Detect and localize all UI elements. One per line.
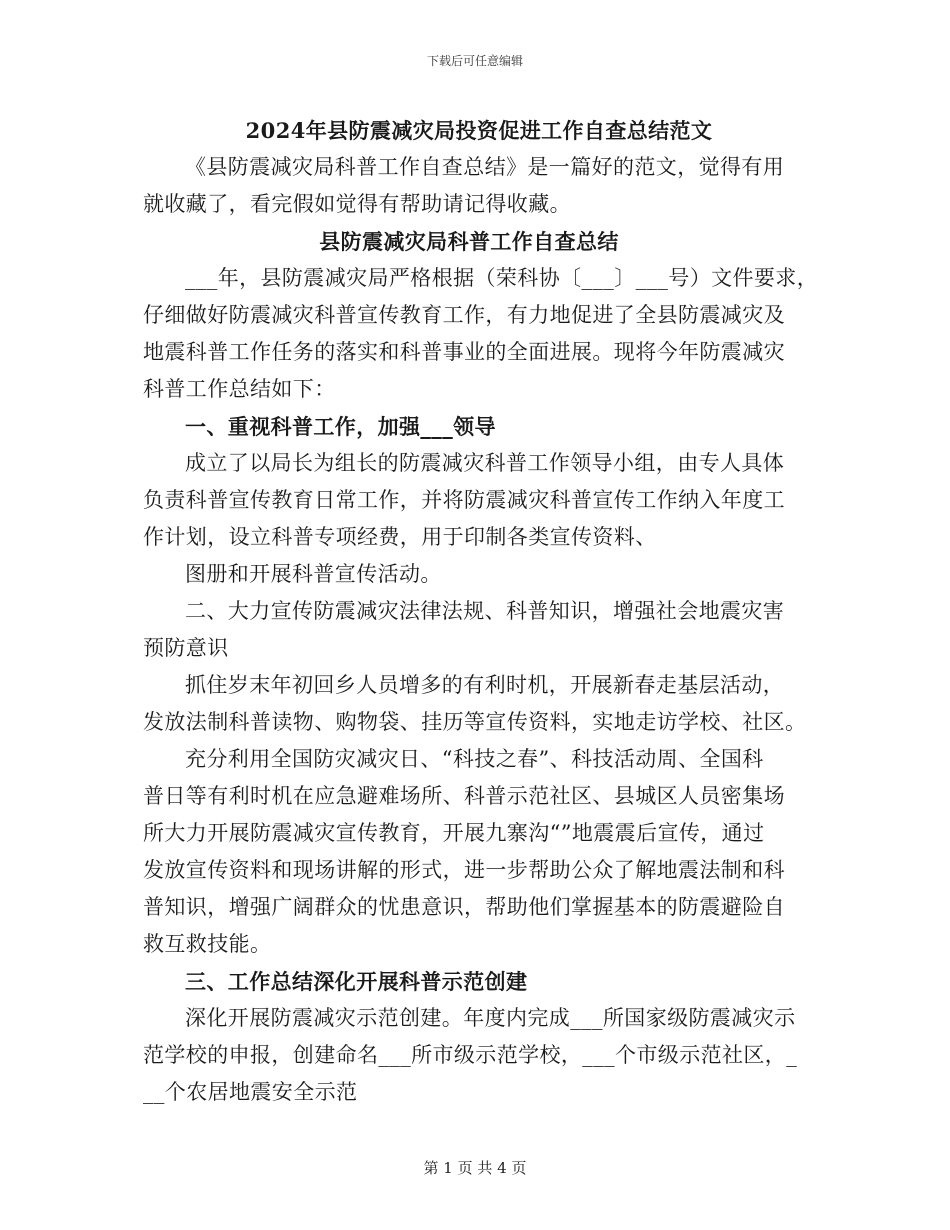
paragraph-line: 救互救技能。 <box>143 932 272 956</box>
paragraph-line: 充分利用全国防灾减灾日、“科技之春”、科技活动周、全国科 <box>185 747 764 771</box>
paragraph-line: __个农居地震安全示范 <box>143 1080 358 1104</box>
intro-line: 《县防震减灾局科普工作自查总结》是一篇好的范文，觉得有用 <box>185 155 785 179</box>
intro-line: 就收藏了，看完假如觉得有帮助请记得收藏。 <box>143 192 571 216</box>
paragraph-line: 所大力开展防震减灾宣传教育，开展九寨沟“”地震震后宣传，通过 <box>143 821 765 845</box>
paragraph-line: 抓住岁末年初回乡人员增多的有利时机，开展新春走基层活动， <box>185 673 785 697</box>
paragraph-line: ___年，县防震减灾局严格根据（荣科协〔___〕___号）文件要求， <box>185 266 819 290</box>
document-subtitle: 县防震减灾局科普工作自查总结 <box>319 229 619 254</box>
section-heading: 一、重视科普工作，加强___领导 <box>185 414 496 439</box>
document-title: 2024年县防震减灾局投资促进工作自查总结范文 <box>245 118 713 143</box>
header-note: 下载后可任意编辑 <box>426 54 523 68</box>
paragraph-line: 地震科普工作任务的落实和科普事业的全面进展。现将今年防震减灾 <box>143 340 785 364</box>
paragraph-line: 发放法制科普读物、购物袋、挂历等宣传资料，实地走访学校、社区。 <box>143 710 807 734</box>
section-heading: 二、大力宣传防震减灾法律法规、科普知识，增强社会地震灾害 <box>185 599 785 623</box>
paragraph-line: 普日等有利时机在应急避难场所、科普示范社区、县城区人员密集场 <box>143 784 785 808</box>
document-body <box>143 112 819 1111</box>
paragraph-line: 普知识，增强广阔群众的忧患意识，帮助他们掌握基本的防震避险自 <box>143 895 785 919</box>
paragraph-line: 成立了以局长为组长的防震减灾科普工作领导小组，由专人具体 <box>185 451 785 475</box>
paragraph-line: 科普工作总结如下： <box>143 377 336 401</box>
paragraph-line: 发放宣传资料和现场讲解的形式，进一步帮助公众了解地震法制和科 <box>143 858 785 882</box>
paragraph-line: 范学校的申报，创建命名___所市级示范学校，___个市级示范社区，_ <box>143 1043 798 1067</box>
section-heading: 预防意识 <box>143 636 229 660</box>
page-footer: 第 1 页 共 4 页 <box>423 1159 527 1177</box>
paragraph-line: 作计划，设立科普专项经费，用于印制各类宣传资料、 <box>143 525 657 549</box>
section-heading: 三、工作总结深化开展科普示范创建 <box>185 969 528 994</box>
paragraph-line: 图册和开展科普宣传活动。 <box>185 562 442 586</box>
paragraph-line: 仔细做好防震减灾科普宣传教育工作，有力地促进了全县防震减灾及 <box>143 303 785 327</box>
paragraph-line: 负责科普宣传教育日常工作，并将防震减灾科普宣传工作纳入年度工 <box>143 488 785 512</box>
paragraph-line: 深化开展防震减灾示范创建。年度内完成___所国家级防震减灾示 <box>185 1006 796 1030</box>
